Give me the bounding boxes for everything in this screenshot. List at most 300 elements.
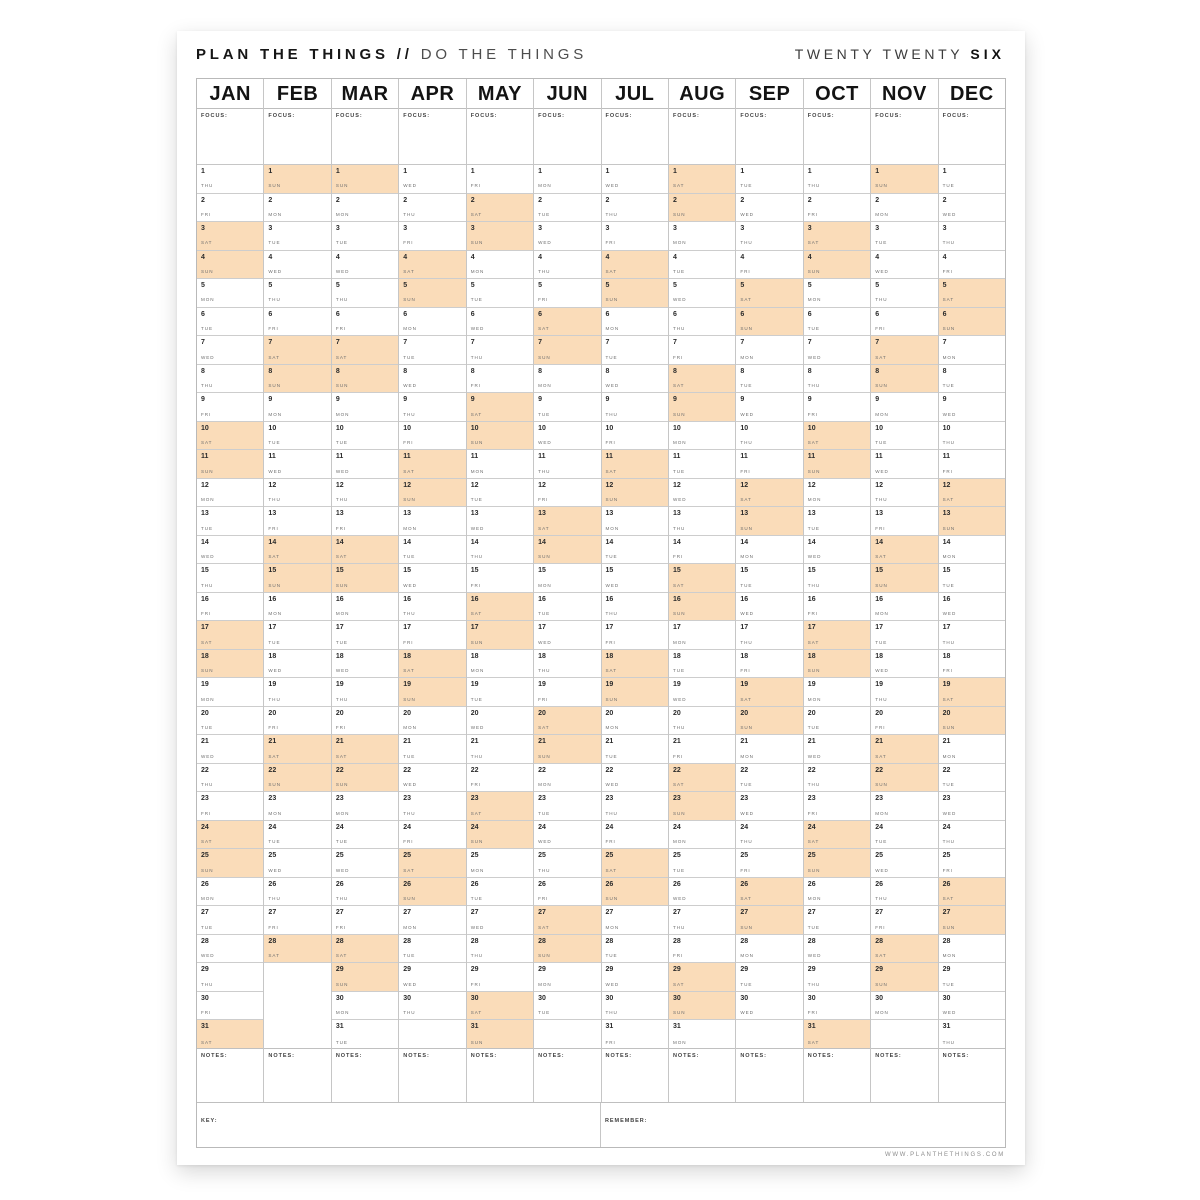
day-weekday: FRI (740, 468, 751, 474)
day-cell (736, 906, 802, 935)
day-cell (399, 963, 465, 992)
day-cell (871, 365, 937, 394)
day-weekday: SAT (807, 839, 820, 845)
day-cell (669, 422, 735, 451)
day-number: 15 (403, 567, 412, 575)
day-weekday: THU (268, 297, 281, 303)
day-cell (197, 992, 263, 1021)
day-cell (332, 849, 398, 878)
day-number: 4 (403, 253, 408, 261)
day-cell (804, 1020, 870, 1049)
day-number: 8 (875, 367, 880, 375)
day-number: 5 (942, 282, 947, 290)
day-weekday: MON (740, 554, 754, 560)
day-weekday: WED (875, 668, 889, 674)
day-weekday: SUN (335, 782, 349, 788)
day-weekday: TUE (875, 839, 888, 845)
day-weekday: MON (672, 240, 687, 246)
day-cell (804, 308, 870, 337)
day-weekday: WED (605, 383, 620, 389)
day-cell (736, 707, 802, 736)
day-weekday: SUN (470, 1039, 484, 1045)
day-cell (736, 279, 802, 308)
day-cell (197, 507, 263, 536)
day-weekday: THU (470, 554, 483, 560)
day-number: 16 (605, 595, 614, 603)
day-cell (264, 621, 330, 650)
day-number: 26 (875, 880, 884, 888)
day-cell (399, 393, 465, 422)
day-number: 7 (605, 339, 610, 347)
day-weekday: TUE (403, 554, 416, 560)
day-weekday: MON (403, 326, 417, 331)
day-weekday: WED (605, 582, 620, 588)
day-weekday: FRI (672, 354, 684, 360)
day-weekday: THU (268, 497, 281, 503)
day-cell (669, 564, 735, 593)
day-number: 13 (605, 510, 614, 518)
day-cell (939, 792, 1005, 821)
day-cell (467, 621, 533, 650)
day-cell (804, 336, 870, 365)
day-number: 23 (538, 795, 546, 803)
day-cell (399, 650, 465, 679)
day-weekday: SUN (875, 782, 888, 788)
day-weekday: MON (605, 326, 620, 331)
day-cell (939, 308, 1005, 337)
day-weekday: MON (268, 611, 282, 617)
day-number: 28 (875, 937, 884, 945)
day-cell (736, 165, 802, 194)
day-number: 9 (942, 396, 947, 404)
day-cell (197, 194, 263, 223)
day-number: 7 (672, 339, 677, 347)
month-label: JUN (534, 79, 600, 109)
day-cell (602, 621, 668, 650)
day-number: 12 (268, 481, 277, 489)
day-number: 29 (875, 966, 884, 974)
day-number: 5 (672, 282, 677, 290)
day-weekday: THU (403, 411, 416, 417)
day-number: 2 (672, 196, 677, 204)
day-weekday: WED (942, 211, 957, 217)
day-number: 30 (875, 994, 884, 1002)
day-cell (939, 992, 1005, 1021)
day-weekday: WED (201, 354, 215, 360)
day-weekday: THU (470, 753, 483, 759)
day-cell (939, 678, 1005, 707)
day-weekday: MON (875, 611, 889, 617)
day-number: 18 (942, 652, 951, 660)
day-cell (804, 678, 870, 707)
day-cell (399, 792, 465, 821)
day-weekday: FRI (538, 297, 549, 303)
day-number: 2 (807, 196, 812, 204)
day-weekday: WED (403, 582, 417, 588)
day-weekday: SAT (470, 611, 483, 617)
day-number: 12 (201, 481, 209, 489)
day-weekday: THU (201, 183, 214, 189)
day-weekday: FRI (201, 411, 212, 417)
day-number: 1 (268, 168, 273, 175)
day-cell (332, 792, 398, 821)
day-cell (264, 735, 330, 764)
day-weekday: MON (538, 582, 552, 588)
day-cell (399, 564, 465, 593)
day-weekday: TUE (942, 383, 955, 389)
day-number: 25 (672, 852, 681, 860)
day-cell (669, 365, 735, 394)
day-cell (669, 450, 735, 479)
day-cell (197, 422, 263, 451)
day-number: 27 (740, 909, 749, 917)
day-cell (197, 393, 263, 422)
day-number: 10 (807, 424, 816, 432)
day-weekday: THU (538, 468, 551, 474)
day-weekday: THU (605, 810, 618, 816)
day-cell (264, 821, 330, 850)
day-number: 20 (672, 709, 681, 717)
day-cell (332, 707, 398, 736)
day-number: 14 (605, 538, 614, 546)
focus-label: FOCUS: (875, 112, 903, 119)
day-cell (197, 878, 263, 907)
day-weekday: MON (538, 981, 552, 987)
day-cell (534, 707, 600, 736)
day-number: 6 (470, 310, 475, 318)
day-cell (669, 621, 735, 650)
day-number: 10 (335, 424, 344, 432)
day-number: 1 (672, 168, 677, 175)
days-area (736, 165, 802, 1049)
day-number: 21 (335, 738, 344, 746)
day-cell (669, 764, 735, 793)
day-weekday: THU (403, 1010, 416, 1016)
day-number: 13 (201, 510, 209, 518)
day-number: 28 (740, 937, 749, 945)
day-cell (534, 222, 600, 251)
day-weekday: TUE (335, 440, 348, 446)
day-weekday: THU (672, 326, 686, 331)
day-weekday: THU (807, 582, 821, 588)
day-weekday: SAT (672, 981, 685, 987)
day-cell (871, 536, 937, 565)
day-weekday: WED (807, 354, 822, 360)
day-weekday: FRI (807, 211, 819, 217)
day-cell (602, 935, 668, 964)
day-number: 18 (875, 652, 884, 660)
month-column-may (467, 79, 534, 1102)
day-cell (602, 735, 668, 764)
day-number: 2 (875, 196, 880, 204)
day-weekday: WED (268, 268, 282, 274)
day-weekday: WED (740, 810, 754, 816)
day-cell (939, 393, 1005, 422)
day-weekday: FRI (268, 924, 279, 930)
day-number: 23 (335, 795, 344, 803)
day-cell (871, 935, 937, 964)
day-weekday: THU (403, 611, 416, 617)
day-cell (332, 878, 398, 907)
day-weekday: SAT (740, 696, 752, 702)
day-number: 24 (807, 823, 816, 831)
day-weekday: WED (672, 297, 687, 303)
day-cell (602, 165, 668, 194)
days-area (534, 165, 600, 1049)
day-weekday: WED (740, 611, 754, 617)
day-number: 5 (335, 282, 340, 290)
day-weekday: FRI (605, 1039, 616, 1045)
day-cell (197, 564, 263, 593)
day-cell (602, 450, 668, 479)
day-number: 6 (403, 310, 408, 318)
day-weekday: TUE (672, 867, 685, 873)
day-weekday: FRI (605, 440, 616, 446)
focus-label: FOCUS: (538, 112, 565, 119)
day-number: 17 (268, 624, 277, 632)
day-cell (399, 906, 465, 935)
day-number: 8 (807, 367, 812, 375)
day-weekday: SAT (403, 268, 415, 274)
day-weekday: SAT (875, 753, 887, 759)
day-weekday: SUN (335, 183, 349, 189)
day-cell (534, 336, 600, 365)
day-weekday: FRI (605, 639, 616, 645)
day-number: 20 (335, 709, 344, 717)
day-weekday: TUE (605, 753, 618, 759)
day-cell (736, 878, 802, 907)
day-weekday: FRI (201, 1010, 212, 1016)
day-cell (399, 507, 465, 536)
day-number: 16 (538, 595, 546, 603)
day-weekday: SAT (538, 326, 550, 331)
day-cell (871, 479, 937, 508)
day-cell (939, 479, 1005, 508)
focus-cell (669, 109, 735, 165)
day-number: 9 (875, 396, 880, 404)
day-number: 24 (538, 823, 546, 831)
day-cell (264, 878, 330, 907)
day-number: 17 (875, 624, 884, 632)
day-weekday: MON (470, 668, 485, 674)
notes-label: NOTES: (942, 1052, 970, 1059)
day-weekday: SUN (470, 240, 484, 246)
day-weekday: SUN (672, 611, 686, 617)
month-column-oct (804, 79, 871, 1102)
day-weekday: TUE (403, 354, 416, 360)
day-number: 2 (335, 196, 340, 204)
day-weekday: SUN (807, 668, 821, 674)
day-cell (399, 251, 465, 280)
day-weekday: THU (942, 1039, 955, 1045)
day-weekday: SAT (875, 953, 887, 959)
day-weekday: TUE (403, 753, 416, 759)
day-cell (602, 308, 668, 337)
day-number: 22 (470, 766, 479, 774)
day-number: 23 (201, 795, 209, 803)
day-cell (399, 336, 465, 365)
day-weekday: WED (942, 411, 957, 417)
focus-label: FOCUS: (740, 112, 768, 119)
day-cell (736, 422, 802, 451)
day-cell (534, 678, 600, 707)
day-cell (871, 279, 937, 308)
day-weekday: FRI (201, 211, 212, 217)
day-number: 5 (875, 282, 880, 290)
day-weekday: THU (335, 297, 349, 303)
day-cell (534, 564, 600, 593)
day-cell (669, 1020, 735, 1049)
day-cell (399, 678, 465, 707)
day-cell (669, 849, 735, 878)
day-number: 18 (605, 652, 614, 660)
day-number: 3 (672, 225, 677, 233)
day-cell (399, 992, 465, 1021)
day-cell (871, 678, 937, 707)
day-number: 30 (538, 994, 546, 1002)
day-number: 11 (201, 453, 209, 461)
day-cell (332, 479, 398, 508)
day-cell (467, 1020, 533, 1049)
day-cell (534, 165, 600, 194)
day-cell (467, 992, 533, 1021)
day-weekday: SUN (875, 582, 888, 588)
day-cell (939, 849, 1005, 878)
day-weekday: SUN (605, 896, 619, 902)
calendar-table (196, 78, 1006, 1148)
notes-cell (197, 1048, 263, 1102)
day-cell (736, 536, 802, 565)
day-weekday: FRI (875, 924, 886, 930)
day-cell (399, 593, 465, 622)
day-number: 9 (807, 396, 812, 404)
day-cell (871, 992, 937, 1021)
day-weekday: FRI (335, 326, 347, 331)
day-cell (804, 849, 870, 878)
day-cell (534, 764, 600, 793)
day-weekday: TUE (875, 240, 888, 246)
day-number: 8 (403, 367, 408, 375)
day-weekday: SUN (538, 354, 551, 360)
day-number: 26 (201, 880, 209, 888)
day-cell (602, 992, 668, 1021)
day-number: 13 (740, 510, 749, 518)
day-cell (534, 194, 600, 223)
day-number: 17 (605, 624, 614, 632)
day-number: 13 (538, 510, 546, 518)
day-weekday: SUN (470, 839, 484, 845)
day-weekday: SAT (201, 1039, 213, 1045)
day-number: 1 (470, 168, 475, 175)
day-cell (197, 251, 263, 280)
day-number: 29 (942, 966, 951, 974)
key-label: KEY: (201, 1118, 218, 1124)
day-weekday: TUE (538, 211, 551, 217)
day-cell (264, 222, 330, 251)
day-weekday: SAT (268, 753, 280, 759)
day-cell (534, 479, 600, 508)
day-cell (871, 621, 937, 650)
day-number: 28 (335, 937, 344, 945)
day-weekday: FRI (875, 725, 886, 731)
day-number: 18 (470, 652, 479, 660)
day-cell (534, 906, 600, 935)
day-weekday: SAT (335, 354, 348, 360)
day-weekday: MON (875, 211, 889, 217)
day-weekday: WED (268, 468, 282, 474)
day-cell (939, 564, 1005, 593)
day-cell (804, 507, 870, 536)
day-weekday: TUE (403, 953, 416, 959)
day-weekday: SUN (942, 525, 956, 531)
day-cell (871, 821, 937, 850)
day-weekday: MON (335, 211, 350, 217)
day-weekday: FRI (335, 924, 347, 930)
day-weekday: SUN (875, 981, 888, 987)
day-number: 4 (942, 253, 947, 261)
day-number: 14 (201, 538, 209, 546)
day-number: 4 (335, 253, 340, 261)
day-weekday: THU (538, 668, 551, 674)
day-number: 24 (335, 823, 344, 831)
day-cell (736, 792, 802, 821)
day-number: 2 (942, 196, 947, 204)
day-weekday: MON (201, 497, 215, 503)
day-number: 29 (538, 966, 546, 974)
day-cell (804, 878, 870, 907)
day-number: 1 (201, 168, 205, 175)
day-weekday: THU (740, 639, 753, 645)
day-number: 26 (672, 880, 681, 888)
day-number: 14 (538, 538, 546, 546)
day-weekday: SAT (740, 297, 752, 303)
month-label: JUL (602, 79, 668, 109)
day-number: 20 (403, 709, 412, 717)
day-weekday: MON (672, 1039, 687, 1045)
focus-label: FOCUS: (470, 112, 498, 119)
day-number: 12 (470, 481, 479, 489)
day-weekday: SUN (268, 183, 281, 189)
day-weekday: SUN (807, 867, 821, 873)
day-weekday: MON (538, 383, 552, 389)
day-number: 17 (403, 624, 412, 632)
day-weekday: SUN (268, 383, 281, 389)
day-cell (399, 450, 465, 479)
day-weekday: WED (470, 725, 485, 731)
day-weekday: SUN (403, 297, 416, 303)
day-cell (197, 792, 263, 821)
day-cell (534, 735, 600, 764)
day-cell (602, 365, 668, 394)
day-number: 15 (672, 567, 681, 575)
day-number: 29 (201, 966, 209, 974)
day-number: 17 (672, 624, 681, 632)
day-cell (264, 764, 330, 793)
day-weekday: THU (807, 383, 821, 389)
day-cell (264, 194, 330, 223)
day-weekday: MON (268, 810, 282, 816)
day-number: 6 (807, 310, 812, 318)
day-weekday: FRI (740, 268, 751, 274)
day-weekday: SUN (403, 497, 416, 503)
day-cell (534, 650, 600, 679)
day-number: 27 (875, 909, 884, 917)
day-cell (939, 422, 1005, 451)
notes-cell (871, 1048, 937, 1102)
day-number: 12 (403, 481, 412, 489)
day-weekday: SUN (470, 440, 484, 446)
day-weekday: FRI (672, 753, 684, 759)
